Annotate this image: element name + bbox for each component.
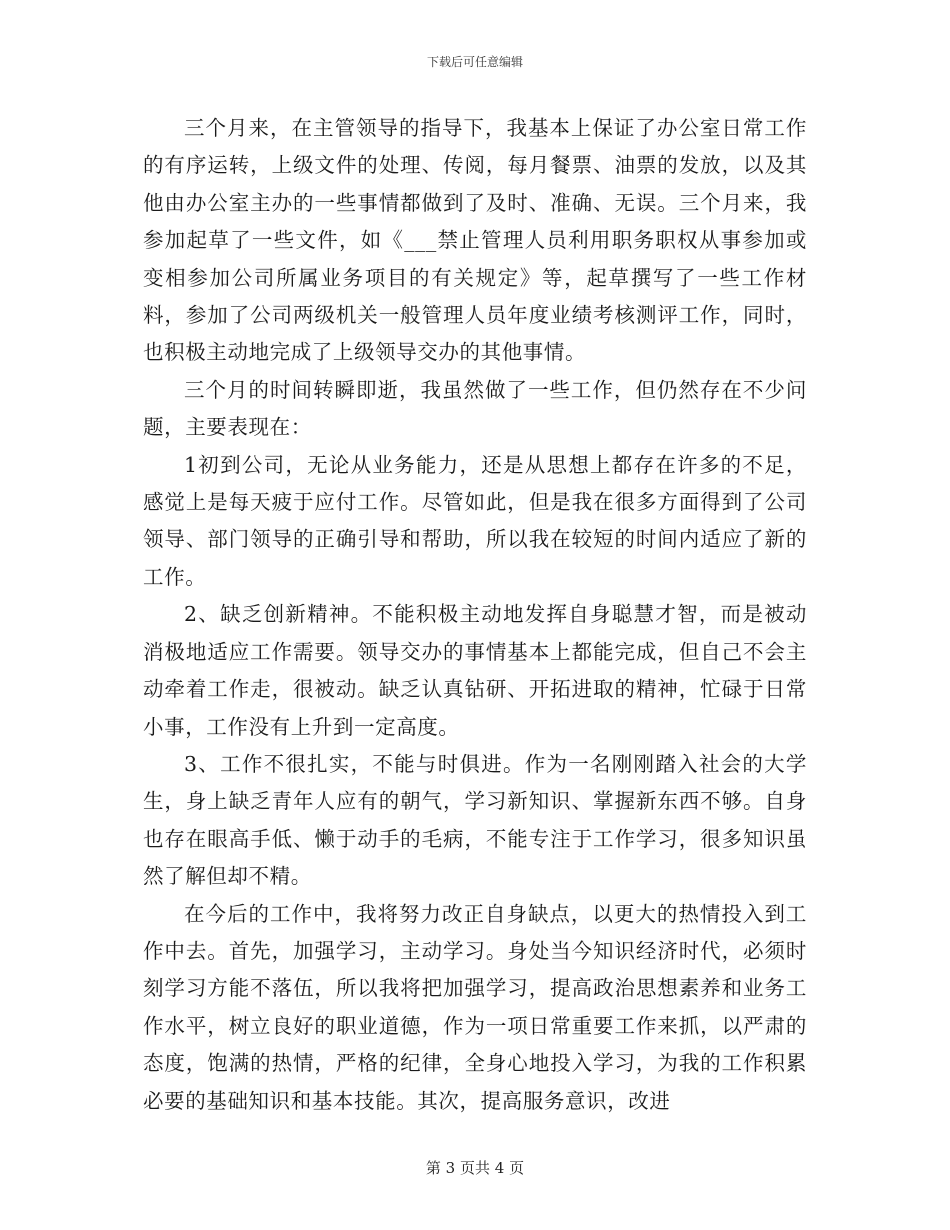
document-body: [143, 110, 807, 1120]
paragraph-problems-intro: 三个月的时间转瞬即逝，我虽然做了一些工作，但仍然存在不少问题，主要表现在：: [143, 377, 807, 440]
paragraph-work-summary: 三个月来，在主管领导的指导下，我基本上保证了办公室日常工作的有序运转，上级文件的处理、传阅，每月餐票、油票的发放，以及其他由办公室主办的一些事情都做到了及时、准确、无误。三个月来，我参加起草了一些文件，如《___禁止管理人员利用职务职权从事参加或变相参加公司所属业务项目的有关规定》等，起草撰写了一些工作材料，参加了公司两级机关一般管理人员年度业绩考核测评工作，同时，也积极主动地完成了上级领导交办的其他事情。: [143, 116, 807, 365]
paragraph-problem-3: 3、工作不很扎实，不能与时俱进。作为一名刚刚踏入社会的大学生，身上缺乏青年人应有的朝气，学习新知识、掌握新东西不够。自身也存在眼高手低、懒于动手的毛病，不能专注于工作学习，很多知识虽然了解但却不精。: [143, 751, 807, 889]
page-header-note: 下载后可任意编辑: [426, 55, 523, 69]
page-number-footer: 第 3 页共 4 页: [425, 1159, 525, 1177]
paragraph-problem-1: 1初到公司，无论从业务能力，还是从思想上都存在许多的不足，感觉上是每天疲于应付工作。尽管如此，但是我在很多方面得到了公司领导、部门领导的正确引导和帮助，所以我在较短的时间内适应了新的工作。: [143, 452, 807, 589]
paragraph-future-plan: 在今后的工作中，我将努力改正自身缺点，以更大的热情投入到工作中去。首先，加强学习，主动学习。身处当今知识经济时代，必须时刻学习方能不落伍，所以我将把加强学习，提高政治思想素养和业务工作水平，树立良好的职业道德，作为一项日常重要工作来抓，以严肃的态度，饱满的热情，严格的纪律，全身心地投入学习，为我的工作积累必要的基础知识和基本技能。其次，提高服务意识，改进: [143, 901, 807, 1113]
paragraph-problem-2: 2、缺乏创新精神。不能积极主动地发挥自身聪慧才智，而是被动消极地适应工作需要。领导交办的事情基本上都能完成，但自己不会主动牵着工作走，很被动。缺乏认真钻研、开拓进取的精神，忙碌于日常小事，工作没有上升到一定高度。: [143, 602, 807, 739]
